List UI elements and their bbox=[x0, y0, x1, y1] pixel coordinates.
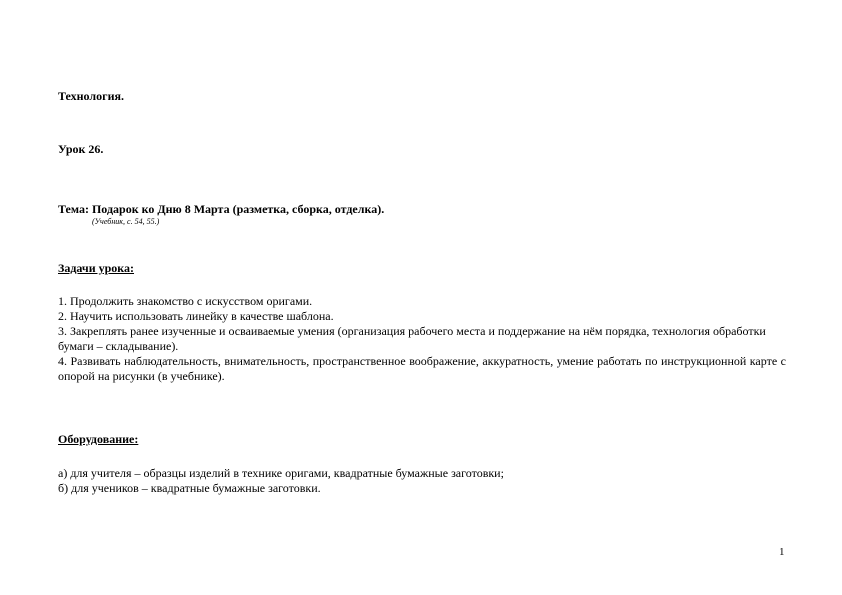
page-number: 1 bbox=[779, 546, 785, 558]
textbook-reference: (Учебник, с. 54, 55.) bbox=[92, 217, 160, 226]
task-item: 3. Закреплять ранее изученные и осваиваемые умения (организация рабочего места и поддержание на нём порядка, технология обработки бумаги – складывание). bbox=[58, 324, 766, 353]
equipment-item: б) для учеников – квадратные бумажные заготовки. bbox=[58, 481, 321, 495]
tasks-heading: Задачи урока: bbox=[58, 261, 135, 275]
subject-heading: Технология. bbox=[58, 89, 124, 103]
equipment-list bbox=[58, 466, 786, 496]
topic-block bbox=[58, 202, 786, 227]
task-item: 4. Развивать наблюдательность, внимательность, пространственное воображение, аккуратность, умение работать по инструкционной карте с опорой на рисунки (в учебнике). bbox=[58, 354, 786, 383]
topic-title: Тема: Подарок ко Дню 8 Марта (разметка, сборка, отделка). bbox=[58, 202, 385, 216]
lesson-heading: Урок 26. bbox=[58, 142, 104, 156]
task-item: 1. Продолжить знакомство с искусством оригами. bbox=[58, 294, 313, 308]
task-item: 2. Научить использовать линейку в качестве шаблона. bbox=[58, 309, 334, 323]
equipment-item: а) для учителя – образцы изделий в технике оригами, квадратные бумажные заготовки; bbox=[58, 466, 504, 480]
tasks-list bbox=[58, 294, 786, 384]
equipment-heading: Оборудование: bbox=[58, 432, 139, 446]
